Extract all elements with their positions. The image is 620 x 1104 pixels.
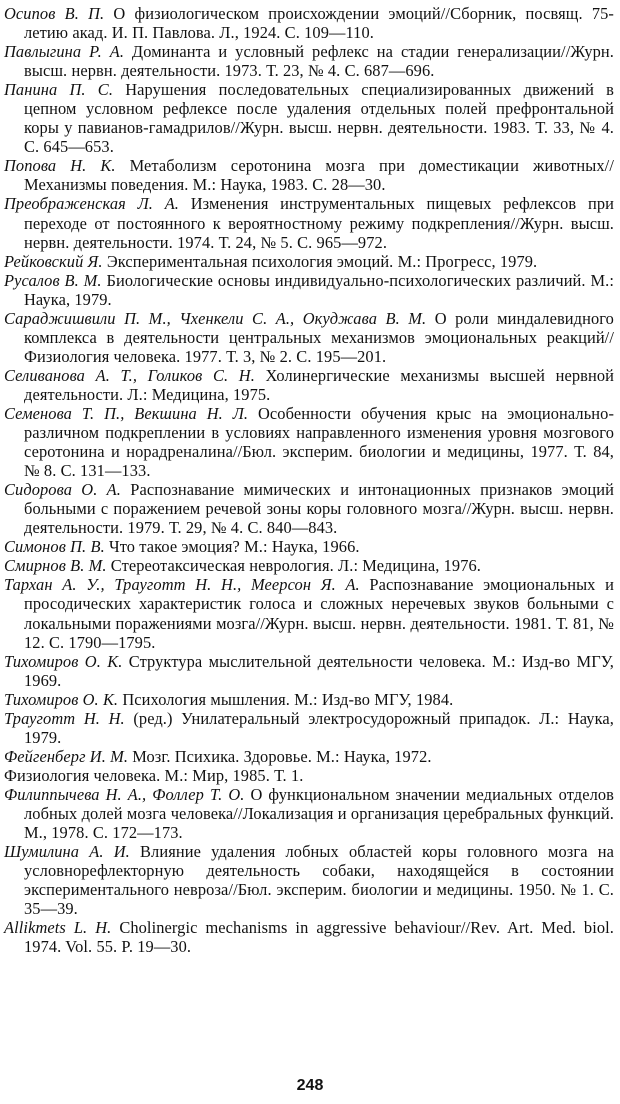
reference-author: Русалов В. М. (4, 270, 102, 290)
reference-entry (4, 747, 614, 766)
reference-author: Осипов В. П. (4, 4, 105, 23)
reference-entry (4, 537, 614, 556)
reference-author: Сидорова О. А. (4, 480, 121, 500)
reference-entry (4, 785, 614, 842)
reference-text: Экспериментальная психология эмоций. М.: Прогресс, 1979. (102, 251, 538, 271)
reference-text: Структура мыслительной деятельности человека. М.: Изд-во МГУ, 1969. (24, 651, 614, 690)
reference-text: Нарушения последовательных специализированных движений в цепном условном рефлексе после удаления отдельных полей префронтальной коры у павианов-гамадрилов//Журн. высш. нервн. деятельности. 1983. Т. 33, № 4. С. 645—653. (24, 80, 615, 157)
reference-author: Павлыгина Р. А. (4, 42, 125, 62)
reference-entry (4, 80, 614, 156)
reference-author: Семенова Т. П., Векшина Н. Л. (4, 403, 249, 423)
reference-text: О физиологическом происхождении эмоций//Сборник, посвящ. 75-летию акад. И. П. Павлова. Л., 1924. С. 109—110. (24, 4, 614, 43)
reference-author: Фейгенберг И. М. (4, 746, 129, 766)
reference-entry (4, 480, 614, 537)
reference-entry (4, 404, 614, 480)
reference-entry (4, 918, 614, 956)
reference-author: Филиппычева Н. А., Фоллер Т. О. (4, 784, 245, 804)
reference-text: Что такое эмоция? М.: Наука, 1966. (104, 537, 360, 557)
reference-text: Психология мышления. М.: Изд-во МГУ, 1984. (118, 689, 454, 709)
reference-author: Тихомиров О. К. (4, 689, 119, 709)
reference-author: Трауготт Н. Н. (4, 708, 125, 728)
reference-text: Физиология человека. М.: Мир, 1985. Т. 1. (4, 765, 304, 785)
reference-entry (4, 556, 614, 575)
reference-author: Allikmets L. H. (4, 918, 112, 938)
reference-text: Распознавание мимических и интонационных признаков эмоций больными с поражением речевой зоны коры головного мозга//Журн. высш. нервн. деятельности. 1979. Т. 29, № 4. С. 840—843. (24, 480, 614, 538)
reference-text: Биологические основы индивидуально-психологических различий. М.: Наука, 1979. (24, 270, 614, 309)
reference-text: Влияние удаления лобных областей коры головного мозга на условнорефлекторную деятельность собаки, находящейся в состоянии экспериментального невроза//Бюл. эксперим. биологии и медицины. 1950. № 1. С. 35—39. (24, 842, 614, 919)
reference-entry (4, 271, 614, 309)
reference-entry (4, 690, 614, 709)
reference-text: Особенности обучения крыс на эмоционально-различном подкреплении в условиях направленного изменения уровня мозгового серотонина и норадреналина//Бюл. эксперим. биологии и медицины, 1977. Т. 84, № 8. С. 131—133. (24, 403, 614, 481)
reference-entry (4, 252, 614, 271)
reference-text: Холинергические механизмы высшей нервной деятельности. Л.: Медицина, 1975. (24, 365, 614, 404)
reference-entry (4, 194, 614, 251)
reference-author: Попова Н. К. (4, 156, 116, 176)
reference-entry (4, 309, 614, 366)
reference-entry (4, 4, 614, 42)
reference-entry (4, 575, 614, 651)
reference-text: Метаболизм серотонина мозга при доместикации животных//Механизмы поведения. М.: Наука, 1983. С. 28—30. (24, 156, 614, 195)
reference-author: Панина П. С. (4, 80, 114, 100)
reference-entry (4, 652, 614, 690)
reference-author: Преображенская Л. А. (4, 194, 180, 214)
reference-text: Мозг. Психика. Здоровье. М.: Наука, 1972. (128, 746, 432, 766)
reference-author: Шумилина А. И. (4, 842, 130, 862)
reference-entry (4, 366, 614, 404)
reference-entry (4, 842, 614, 918)
reference-author: Симонов П. В. (4, 537, 105, 557)
reference-text: О функциональном значении медиальных отделов лобных долей мозга человека//Локализация и организация церебральных функций. М., 1978. С. 172—173. (24, 784, 614, 843)
reference-entry (4, 709, 614, 747)
reference-entry (4, 42, 614, 80)
reference-author: Тихомиров О. К. (4, 651, 123, 671)
reference-text: Cholinergic mechanisms in aggressive behaviour//Rev. Art. Med. biol. 1974. Vol. 55. P. 19—30. (24, 918, 614, 957)
reference-author: Сараджишвили П. М., Чхенкели С. А., Окуджава В. М. (4, 308, 427, 328)
reference-text: Распознавание эмоциональных и просодических характеристик голоса и сложных неречевых звуков больными с локальными поражениями мозга//Журн. высш. нервн. деятельности. 1981. Т. 81, № 12. С. 1790—1795. (24, 575, 615, 652)
reference-text: (ред.) Унилатеральный электросудорожный припадок. Л.: Наука, 1979. (24, 708, 614, 747)
reference-text: О роли миндалевидного комплекса в деятельности центральных механизмов эмоциональных реакций//Физиология человека. 1977. Т. 3, № 2. С. 195—201. (24, 308, 614, 366)
reference-text: Стереотаксическая неврология. Л.: Медицина, 1976. (106, 556, 481, 576)
reference-author: Смирнов В. М. (4, 556, 107, 576)
reference-list (4, 4, 614, 956)
reference-text: Изменения инструментальных пищевых рефлексов при переходе от постоянного к вероятностному режиму подкрепления//Журн. высш. нервн. деятельности. 1974. Т. 24, № 5. С. 965—972. (24, 194, 614, 252)
reference-text: Доминанта и условный рефлекс на стадии генерализации//Журн. высш. нервн. деятельности. 1973. Т. 23, № 4. С. 687—696. (24, 42, 614, 81)
page-number: 248 (296, 1077, 324, 1094)
reference-author: Рейковский Я. (4, 251, 103, 271)
reference-entry (4, 766, 614, 785)
reference-author: Тархан А. У., Трауготт Н. Н., Меерсон Я. А. (4, 575, 360, 595)
reference-entry (4, 156, 614, 194)
reference-author: Селиванова А. Т., Голиков С. Н. (4, 365, 255, 385)
